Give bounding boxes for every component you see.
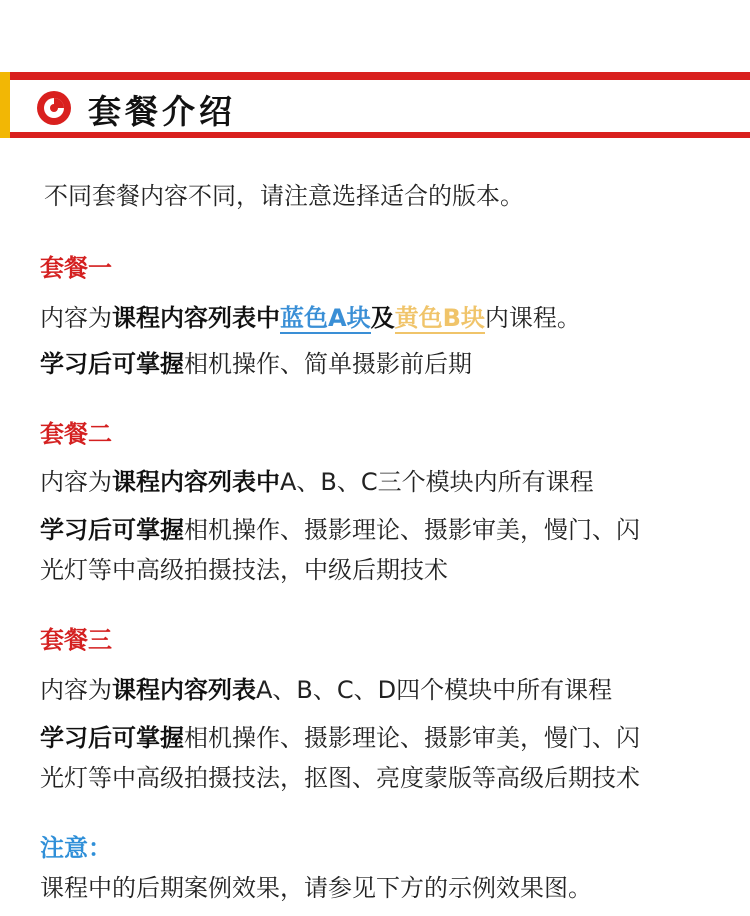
learn-text: 相机操作、简单摄影前后期 — [184, 350, 472, 378]
content-text: A、B、C三个模块内所有课程 — [280, 468, 594, 496]
learn-text: 相机操作、摄影理论、摄影审美，慢门、闪 — [184, 724, 640, 752]
content-bold: 课程内容列表中 — [112, 304, 280, 332]
learn-bold: 学习后可掌握 — [40, 350, 184, 378]
content-bold: 课程内容列表中 — [112, 468, 280, 496]
package-1-title: 套餐一 — [40, 254, 112, 282]
content-bold: 课程内容列表 — [112, 676, 256, 704]
package-2-learn-line-2: 光灯等中高级拍摄技法，中级后期技术 — [40, 556, 448, 584]
note-title: 注意： — [40, 834, 112, 862]
yellow-block-highlight: 黄色B块 — [394, 304, 485, 332]
intro-text: 不同套餐内容不同，请注意选择适合的版本。 — [44, 182, 524, 210]
blue-block-highlight: 蓝色A块 — [280, 304, 371, 332]
content-and: 及 — [370, 304, 395, 332]
banner-red-top-line — [10, 72, 750, 80]
content-prefix: 内容为 — [40, 304, 112, 332]
content-prefix: 内容为 — [40, 468, 112, 496]
learn-bold: 学习后可掌握 — [40, 724, 184, 752]
content-suffix: 内课程。 — [484, 304, 581, 332]
section-title: 套餐介绍 — [88, 92, 236, 131]
package-3-content — [40, 668, 714, 712]
package-2-learn-line-1 — [40, 508, 714, 552]
banner-yellow-accent — [0, 72, 10, 138]
section-banner — [0, 72, 750, 138]
learn-text: 相机操作、摄影理论、摄影审美，慢门、闪 — [184, 516, 640, 544]
package-3-learn-line-2: 光灯等中高级拍摄技法，抠图、亮度蒙版等高级后期技术 — [40, 764, 640, 792]
package-3-learn-line-1 — [40, 716, 714, 760]
learn-bold: 学习后可掌握 — [40, 516, 184, 544]
package-2-title: 套餐二 — [40, 420, 112, 448]
note-text: 课程中的后期案例效果，请参见下方的示例效果图。 — [40, 874, 592, 902]
package-1-learn — [40, 342, 714, 386]
package-1-content — [40, 296, 714, 340]
content-prefix: 内容为 — [40, 676, 112, 704]
content-text: A、B、C、D四个模块中所有课程 — [256, 676, 613, 704]
package-3-title: 套餐三 — [40, 626, 112, 654]
camera-shutter-icon — [36, 90, 72, 126]
package-2-content — [40, 460, 714, 504]
